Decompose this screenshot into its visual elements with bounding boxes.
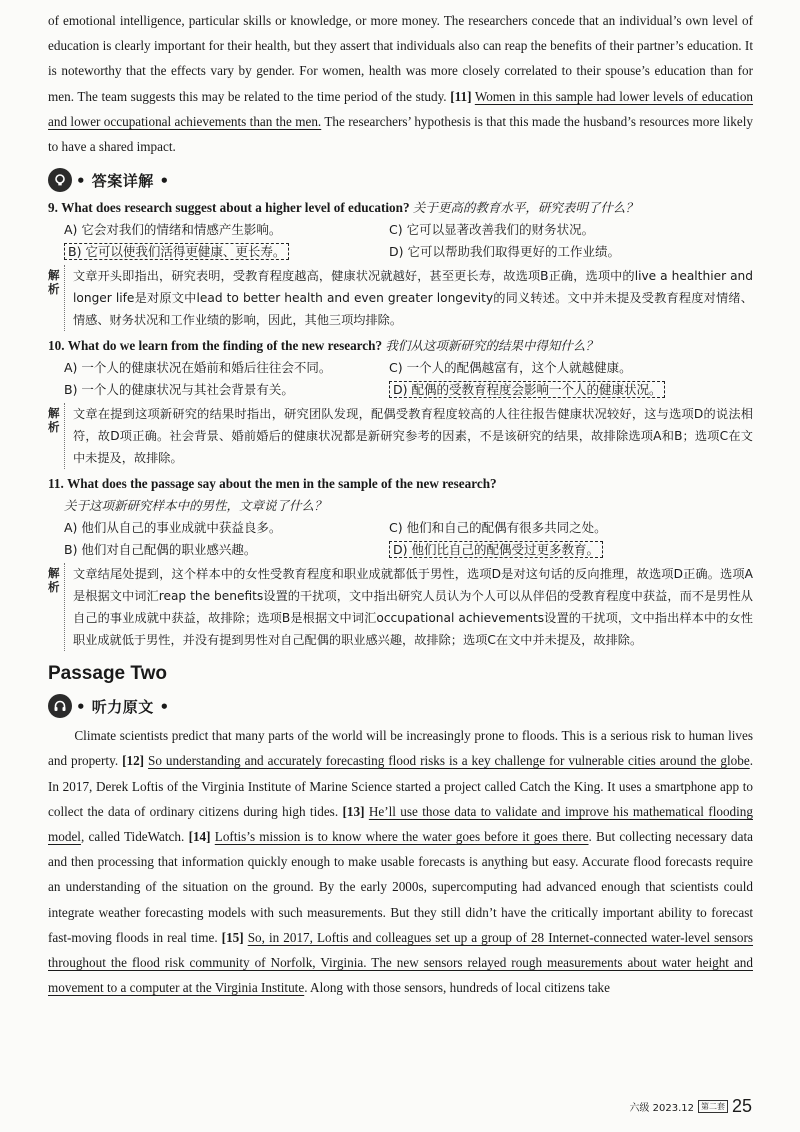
option-d-answer: D) 他们比自己的配偶受过更多教育。 [389, 541, 603, 558]
lightbulb-icon [48, 168, 72, 192]
underlined-key-sentence-13: He’ll use those data to validate and improve his mathematical flooding model [48, 803, 753, 845]
passage-text: , called TideWatch. [80, 829, 185, 845]
listening-section-title: • 听力原文 • [76, 697, 170, 716]
options-grid [48, 219, 753, 263]
question-number: 9. [48, 200, 58, 216]
options-grid [48, 517, 753, 561]
listening-section-header [48, 691, 753, 721]
option-c: C) 它可以显著改善我们的财务状况。 [389, 222, 595, 238]
option-a: A) 他们从自己的事业成就中获益良多。 [64, 520, 282, 536]
question-text: What does research suggest about a higher level of education? [61, 200, 410, 216]
passage-text: . Along with those sensors, hundreds of local citizens take [304, 980, 611, 996]
explanation-tag: 解析 [48, 566, 60, 595]
explanation-text: 文章在提到这项新研究的结果时指出，研究团队发现，配偶受教育程度较高的人往往报告健康状况较好，这与选项D的说法相符，故D项正确。社会背景、婚前婚后的健康状况都是新研究参考的因素，不是该研究的结果，故排除选项A和B；选项C在文中未提及，故排除。 [64, 403, 753, 469]
option-c: C) 一个人的配偶越富有，这个人就越健康。 [389, 360, 632, 376]
marker-13: [13] [342, 803, 365, 819]
marker-12: [12] [122, 753, 145, 769]
marker-11: [11] [450, 88, 472, 104]
page-footer [629, 1096, 752, 1117]
explanation [48, 403, 753, 469]
question-stem [48, 335, 753, 357]
option-a: A) 一个人的健康状况在婚前和婚后往往会不同。 [64, 360, 332, 376]
explanation-tag: 解析 [48, 406, 60, 435]
option-d: D) 它可以帮助我们取得更好的工作业绩。 [389, 244, 620, 260]
underlined-key-sentence-15: So, in 2017, Loftis and colleagues set up a group of 28 Internet-connected water-level sensors throughout the flood risk community of Norfolk, Virginia. The new sensors relayed rough measurements about water height and movement to a computer at the Virginia Institute [48, 929, 754, 996]
option-b: B) 一个人的健康状况与其社会背景有关。 [64, 382, 294, 398]
marker-14: [14] [188, 829, 211, 845]
marker-15: [15] [221, 929, 244, 945]
question-stem [48, 473, 753, 517]
explanation [48, 563, 753, 651]
intro-text: of emotional intelligence, particular skills or knowledge, or more money. The researchers concede that an individual’s own level of education is clearly important for their health, but they assert that individuals also can reap the benefits of their partner’s education. It is noteworthy that the effects vary by gender. For women, health was more closely correlated to their spouse’s education than for men. The team suggests this may be related to the time period of the study. [48, 13, 753, 104]
set-tag: 第二套 [698, 1100, 728, 1113]
question-translation: 关于更高的教育水平，研究表明了什么？ [412, 200, 638, 216]
explanation-tag: 解析 [48, 268, 60, 297]
option-a: A) 它会对我们的情绪和情感产生影响。 [64, 222, 282, 238]
passage-text: . But collecting necessary data and then processing that information quickly enough to make usable forecasts is anything but easy. Accurate flood forecasts require an understanding of the situation on the ground. By the early 2000s, supercomputing had advanced enough that scientists could integrate weather forecasting models with such measurements. But they still didn’t have the critically important ability to forecast fast-moving floods in real time. [48, 829, 754, 945]
question-number: 10. [48, 338, 65, 354]
intro-paragraph [48, 8, 753, 159]
explanation [48, 265, 753, 331]
question-text: What do we learn from the finding of the new research? [67, 338, 383, 354]
underlined-key-sentence-11: Women in this sample had lower levels of education and lower occupational achievements than the men. [48, 88, 754, 129]
exam-level: 六级 2023.12 [629, 1103, 694, 1114]
passage-two-text [48, 723, 753, 1000]
options-grid [48, 357, 753, 401]
passage-two-title: Passage Two [48, 663, 167, 685]
option-b: B) 他们对自己配偶的职业感兴趣。 [64, 542, 257, 558]
intro-text-end: The researchers’ hypothesis is that this made the husband’s resources more likely to have a shared impact. [48, 113, 754, 155]
explanation-text: 文章开头即指出，研究表明，受教育程度越高，健康状况就越好，甚至更长寿，故选项B正确，选项中的live a healthier and longer life是对原文中lead to better health and even greater longevity的同义转述。文中并未提及受教育程度对情绪、情感、财务状况和工作业绩的影响，因此，其他三项均排除。 [64, 265, 753, 331]
question-number: 11. [48, 476, 64, 492]
passage-text: Climate scientists predict that many parts of the world will be increasingly prone to floods. This is a serious risk to human lives and property. [48, 728, 753, 769]
page-number: 25 [731, 1096, 752, 1116]
underlined-key-sentence-14: Loftis’s mission is to know where the water goes before it goes there [214, 829, 589, 845]
explanation-text: 文章结尾处提到，这个样本中的女性受教育程度和职业成就都低于男性，选项D是对这句话的反向推理，故选项D正确。选项A是根据文中词汇reap the benefits设置的干扰项，文中指出研究人员认为个人可以从伴侣的受教育程度中获益，而不是男性从自己的事业成就中获益，故排除；选项B是根据文中词汇occupational achievements设置的干扰项，文中指出样本中的女性职业成就低于男性，并没有提到男性对自己配偶的职业感兴趣，故排除；选项C在文中并未提及，故排除。 [64, 563, 753, 651]
answer-section-title: • 答案详解 • [76, 171, 170, 190]
underlined-key-sentence-12: So understanding and accurately forecasting flood risks is a key challenge for vulnerable cities around the globe [148, 753, 750, 769]
question-10 [48, 335, 753, 469]
option-b-answer: B) 它可以使我们活得更健康、更长寿。 [64, 243, 289, 260]
question-translation: 我们从这项新研究的结果中得知什么？ [385, 338, 598, 354]
question-stem [48, 197, 753, 219]
option-d-answer: D) 配偶的受教育程度会影响一个人的健康状况。 [389, 381, 665, 398]
question-9 [48, 197, 753, 331]
question-text: What does the passage say about the men in the sample of the new research? [67, 476, 497, 492]
answer-section-header [48, 165, 753, 195]
question-11 [48, 473, 753, 651]
headphones-icon [48, 694, 72, 718]
passage-text: . In 2017, Derek Loftis of the Virginia Institute of Marine Science started a project called Catch the King. It uses a smartphone app to collect the data of ordinary citizens during high tides. [48, 753, 754, 819]
option-c: C) 他们和自己的配偶有很多共同之处。 [389, 520, 607, 536]
question-translation: 关于这项新研究样本中的男性，文章说了什么？ [64, 498, 327, 514]
page-content [48, 8, 753, 1000]
